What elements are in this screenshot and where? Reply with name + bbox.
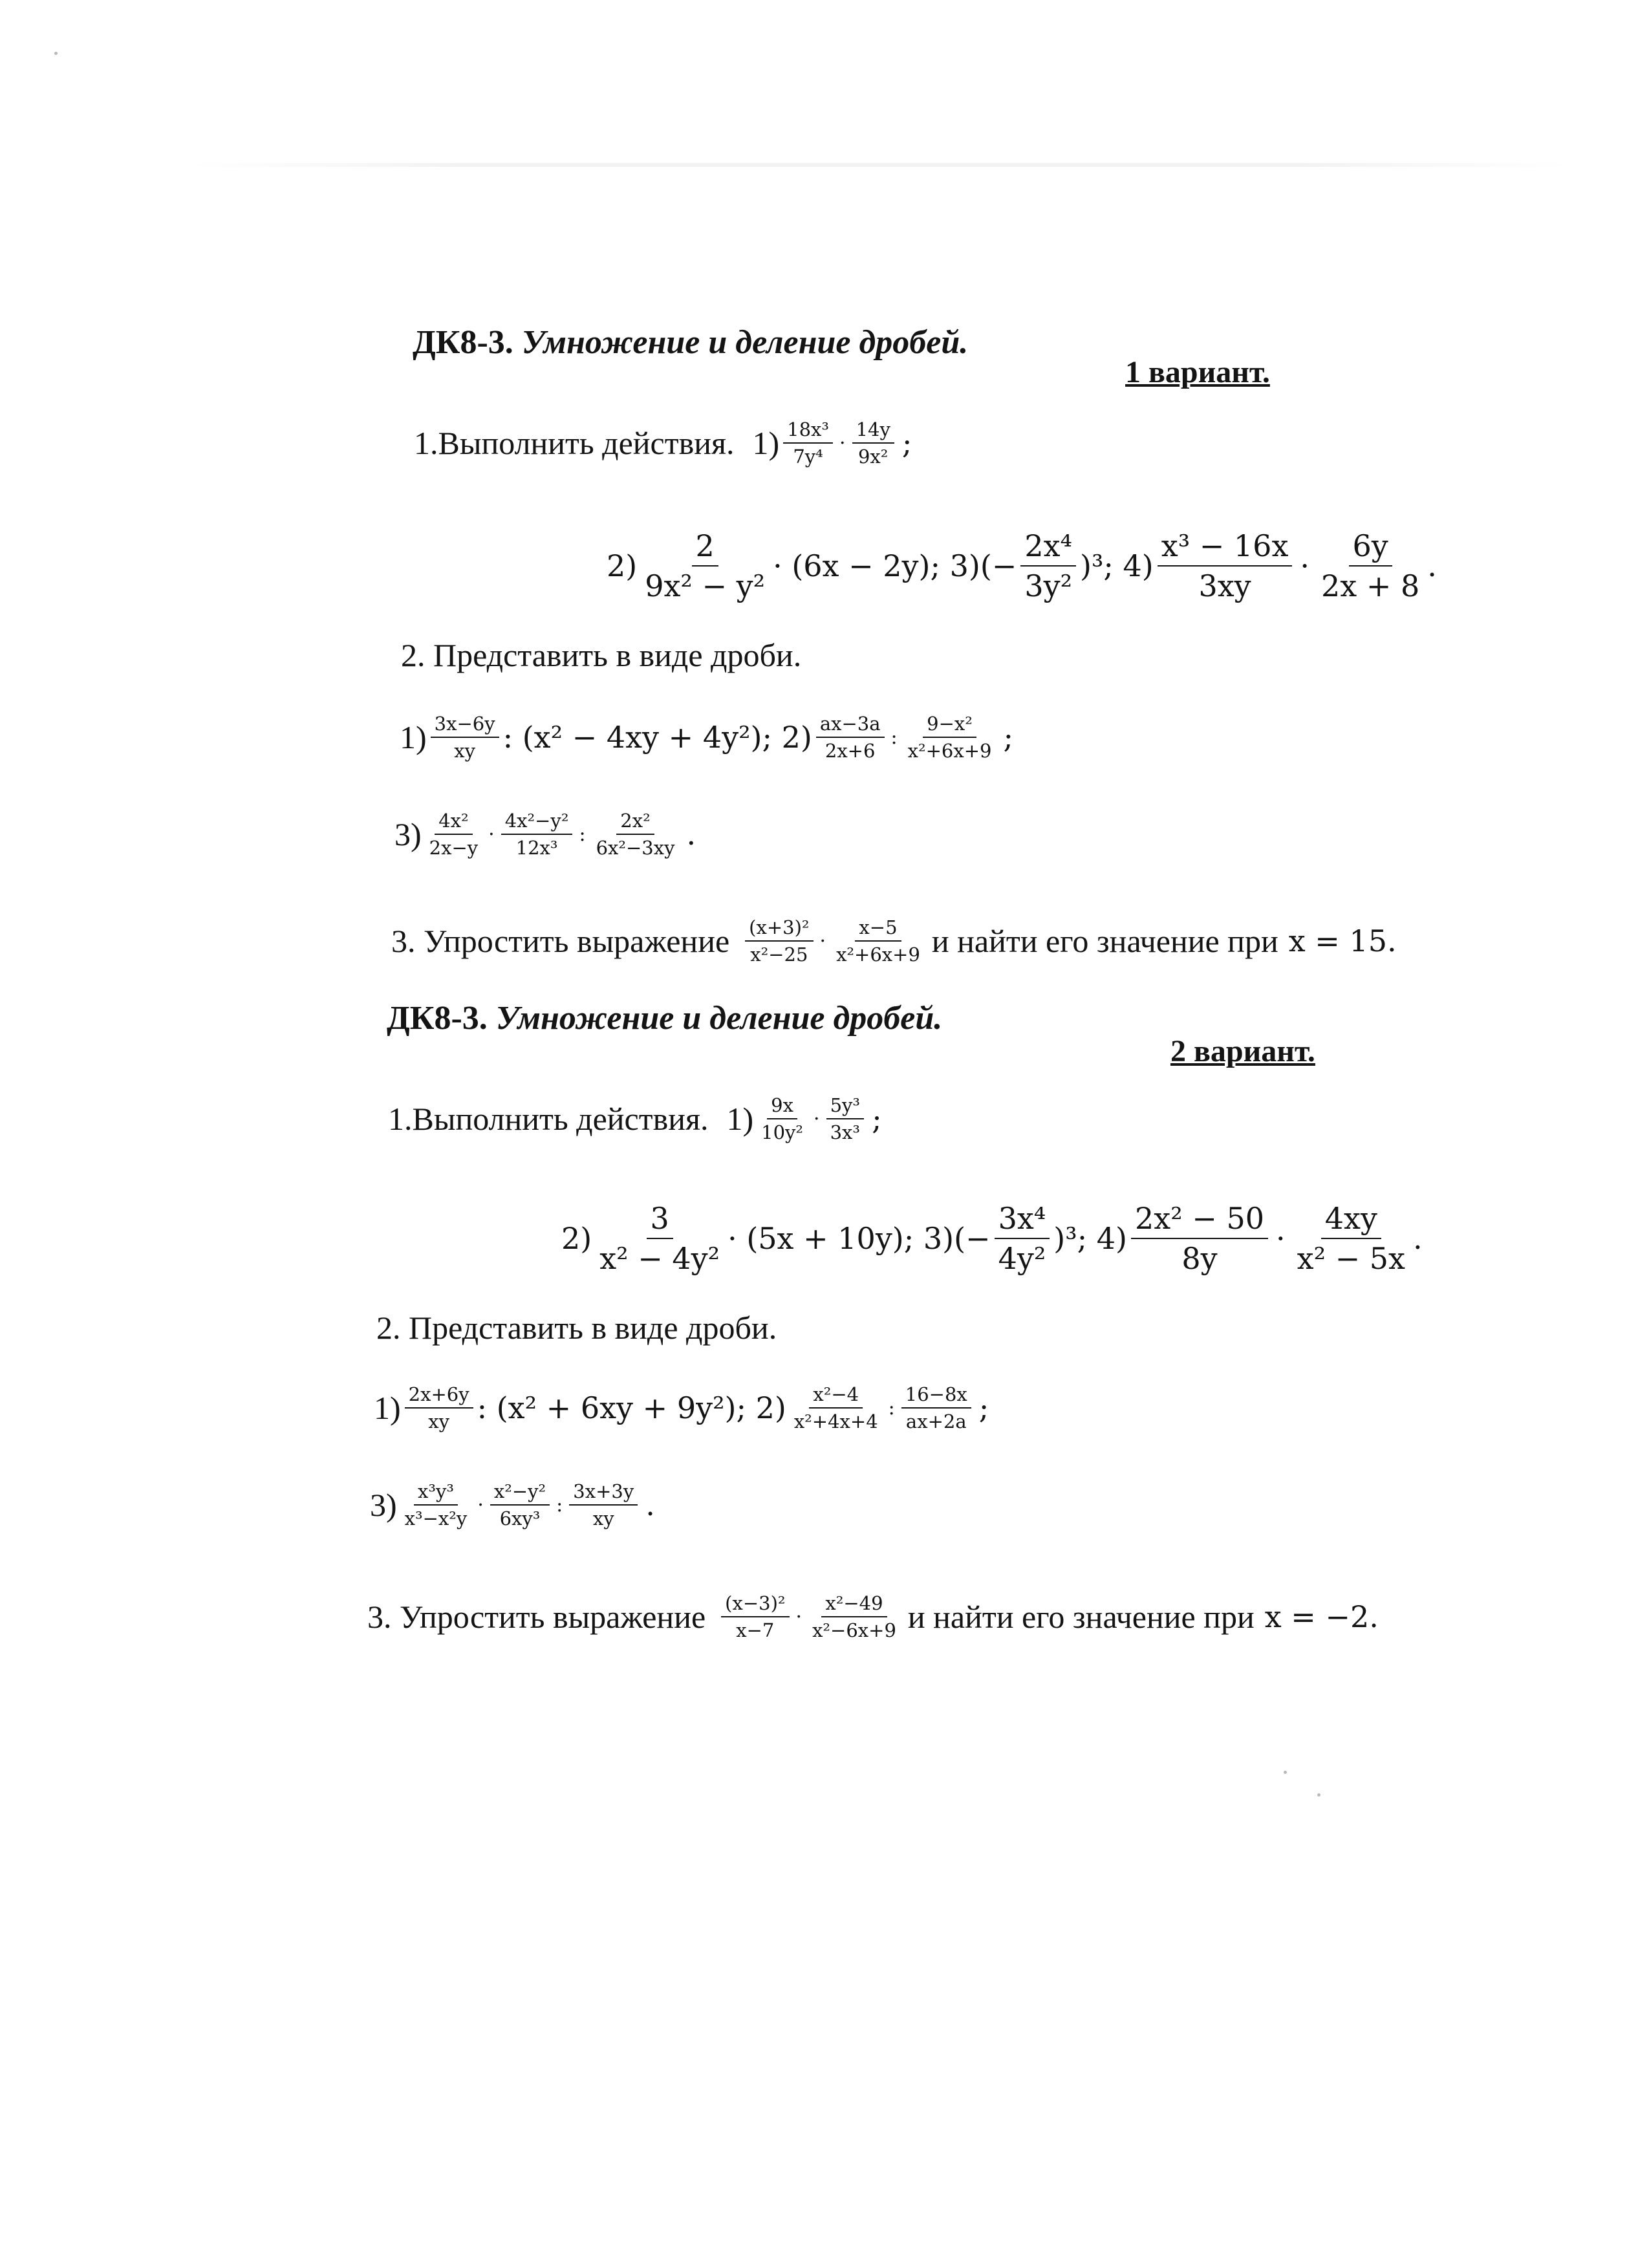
- fraction: [1020, 528, 1076, 603]
- denominator: 6xy³: [499, 1507, 541, 1529]
- fraction: [431, 713, 499, 762]
- worksheet-title: [413, 323, 968, 362]
- numerator: 2: [692, 528, 718, 567]
- task-2-line-1: [374, 1366, 993, 1450]
- numerator: 9−x²: [923, 713, 976, 738]
- task-3-value: x = 15.: [1288, 923, 1397, 958]
- variant-label: 1 вариант.: [1125, 355, 1270, 389]
- task-3-value: x = −2.: [1264, 1599, 1379, 1634]
- denominator: xy: [592, 1507, 614, 1529]
- title-code: ДК8-3.: [413, 324, 513, 361]
- numerator: 3: [647, 1201, 673, 1239]
- fraction: [490, 1480, 550, 1529]
- task-1-label: 1.Выполнить действия.: [388, 1101, 709, 1137]
- numerator: 18x³: [783, 418, 833, 444]
- fraction: [405, 1383, 473, 1432]
- denominator: 7y⁴: [793, 446, 823, 468]
- numerator: x−5: [855, 916, 901, 942]
- numerator: x²−49: [821, 1592, 887, 1617]
- operator: :: [888, 1396, 895, 1420]
- scan-speck: [54, 52, 58, 55]
- numerator: (x−3)²: [721, 1592, 789, 1617]
- task-1-line-1: [388, 1077, 886, 1161]
- operator: ·: [839, 431, 846, 455]
- fraction: [721, 1592, 789, 1641]
- fraction: [826, 1094, 864, 1143]
- title-topic: Умножение и деление дробей.: [521, 324, 969, 361]
- task-1-line-2: [607, 504, 1437, 627]
- punctuation: .: [1427, 548, 1437, 583]
- fraction: [757, 1094, 807, 1143]
- expression-text: : (x² − 4xy + 4y²); 2): [502, 720, 812, 755]
- denominator: x² − 5x: [1297, 1241, 1406, 1276]
- fraction: [745, 916, 813, 966]
- fraction: [641, 528, 769, 603]
- operator: ·: [477, 1493, 484, 1517]
- task-1-line-2: [561, 1177, 1423, 1300]
- numerator: x³ − 16x: [1158, 528, 1293, 567]
- fraction: [790, 1383, 882, 1432]
- fraction: [901, 1383, 971, 1432]
- numerator: 16−8x: [901, 1383, 971, 1409]
- scan-smudge-line: [188, 163, 1571, 167]
- denominator: 3y²: [1024, 568, 1073, 603]
- fraction: [501, 810, 573, 859]
- title-code: ДК8-3.: [387, 1000, 488, 1037]
- numerator: 2x² − 50: [1131, 1201, 1268, 1239]
- item-marker: 2): [561, 1221, 592, 1256]
- task-3-label: 3. Упростить выражение: [391, 923, 730, 959]
- task-2-line-2: [370, 1463, 659, 1547]
- fraction: [596, 1201, 724, 1276]
- item-marker: 1): [752, 425, 780, 461]
- denominator: ax+2a: [905, 1410, 967, 1432]
- punctuation: ;: [1003, 720, 1013, 755]
- numerator: 3x⁴: [995, 1201, 1050, 1239]
- fraction: [995, 1201, 1050, 1276]
- denominator: x² − 4y²: [599, 1241, 720, 1276]
- task-2-line-1: [400, 695, 1017, 779]
- numerator: (x+3)²: [745, 916, 813, 942]
- scan-speck: [1317, 1793, 1320, 1797]
- numerator: 6y: [1349, 528, 1392, 567]
- numerator: 2x+6y: [405, 1383, 473, 1409]
- denominator: 6x²−3xy: [596, 837, 675, 859]
- title-topic: Умножение и деление дробей.: [495, 1000, 943, 1037]
- operator: ·: [1276, 1221, 1286, 1256]
- numerator: 2x⁴: [1020, 528, 1076, 567]
- fraction: [426, 810, 482, 859]
- numerator: 4xy: [1321, 1201, 1381, 1239]
- item-marker: 3): [394, 816, 422, 852]
- punctuation: ;: [872, 1101, 882, 1136]
- expression-text: : (x² + 6xy + 9y²); 2): [477, 1390, 786, 1425]
- fraction: [1131, 1201, 1268, 1276]
- punctuation: ;: [901, 426, 912, 460]
- denominator: 8y: [1181, 1241, 1218, 1276]
- punctuation: .: [645, 1487, 655, 1522]
- task-3-tail: и найти его значение при: [907, 1599, 1255, 1635]
- denominator: x−7: [736, 1619, 775, 1641]
- punctuation: .: [1413, 1221, 1423, 1256]
- numerator: x²−y²: [490, 1480, 550, 1506]
- denominator: 3x³: [830, 1121, 861, 1143]
- scan-speck: [1284, 1771, 1287, 1774]
- denominator: x²−6x+9: [812, 1619, 896, 1641]
- numerator: ax−3a: [816, 713, 885, 738]
- denominator: 10y²: [761, 1121, 804, 1143]
- operator: ·: [814, 1107, 820, 1130]
- item-marker: 1): [374, 1390, 401, 1426]
- denominator: x²+4x+4: [793, 1410, 878, 1432]
- task-2-label: 2. Представить в виде дроби.: [401, 637, 802, 673]
- expression-text: )³; 4): [1053, 1221, 1128, 1256]
- task-1-label: 1.Выполнить действия.: [414, 425, 735, 461]
- task-3-label: 3. Упростить выражение: [367, 1599, 706, 1635]
- operator: :: [890, 726, 898, 749]
- fraction: [816, 713, 885, 762]
- operator: :: [556, 1493, 563, 1517]
- denominator: x²+6x+9: [836, 944, 920, 966]
- denominator: x²+6x+9: [907, 740, 992, 762]
- numerator: 4x²−y²: [501, 810, 573, 835]
- operator: :: [579, 823, 586, 846]
- numerator: x²−4: [809, 1383, 863, 1409]
- expression-text: )³; 4): [1080, 548, 1154, 583]
- numerator: 4x²: [435, 810, 472, 835]
- numerator: 14y: [852, 418, 894, 444]
- punctuation: .: [686, 817, 696, 852]
- operator: ·: [1300, 548, 1310, 583]
- item-marker: 2): [607, 548, 638, 583]
- operator: ·: [819, 929, 826, 953]
- operator: ·: [795, 1605, 803, 1628]
- denominator: x³−x²y: [404, 1507, 468, 1529]
- task-2-line-2: [394, 792, 700, 876]
- denominator: 2x−y: [429, 837, 479, 859]
- expression-text: · (6x − 2y); 3)(−: [773, 548, 1017, 583]
- fraction: [1158, 528, 1293, 603]
- denominator: 3xy: [1198, 568, 1251, 603]
- item-marker: 1): [726, 1101, 754, 1137]
- variant-label: 2 вариант.: [1170, 1034, 1315, 1068]
- fraction: [904, 713, 996, 762]
- item-marker: 1): [400, 719, 427, 755]
- numerator: 9x: [767, 1094, 797, 1119]
- denominator: xy: [454, 740, 475, 762]
- denominator: 4y²: [998, 1241, 1046, 1276]
- operator: ·: [488, 823, 495, 846]
- fraction: [569, 1480, 638, 1529]
- fraction: [592, 810, 679, 859]
- expression-text: · (5x + 10y); 3)(−: [727, 1221, 991, 1256]
- denominator: 2x + 8: [1321, 568, 1420, 603]
- numerator: 5y³: [826, 1094, 864, 1119]
- worksheet-title: [387, 999, 942, 1037]
- fraction: [832, 916, 924, 966]
- item-marker: 3): [370, 1487, 397, 1523]
- numerator: 3x−6y: [431, 713, 499, 738]
- fraction: [401, 1480, 471, 1529]
- fraction: [1317, 528, 1423, 603]
- denominator: x²−25: [750, 944, 808, 966]
- punctuation: ;: [978, 1390, 989, 1425]
- task-3-tail: и найти его значение при: [931, 923, 1278, 959]
- numerator: 2x²: [616, 810, 654, 835]
- fraction: [1293, 1201, 1409, 1276]
- task-3-line: [391, 899, 1397, 983]
- denominator: 2x+6: [824, 740, 876, 762]
- fraction: [852, 418, 894, 468]
- task-3-line: [367, 1575, 1379, 1659]
- fraction: [808, 1592, 900, 1641]
- task-2-label: 2. Представить в виде дроби.: [376, 1310, 777, 1346]
- task-1-line-1: [414, 401, 916, 485]
- numerator: 3x+3y: [569, 1480, 638, 1506]
- denominator: 12x³: [515, 837, 558, 859]
- denominator: xy: [428, 1410, 449, 1432]
- fraction: [783, 418, 833, 468]
- denominator: 9x²: [857, 446, 889, 468]
- denominator: 9x² − y²: [645, 568, 766, 603]
- numerator: x³y³: [414, 1480, 458, 1506]
